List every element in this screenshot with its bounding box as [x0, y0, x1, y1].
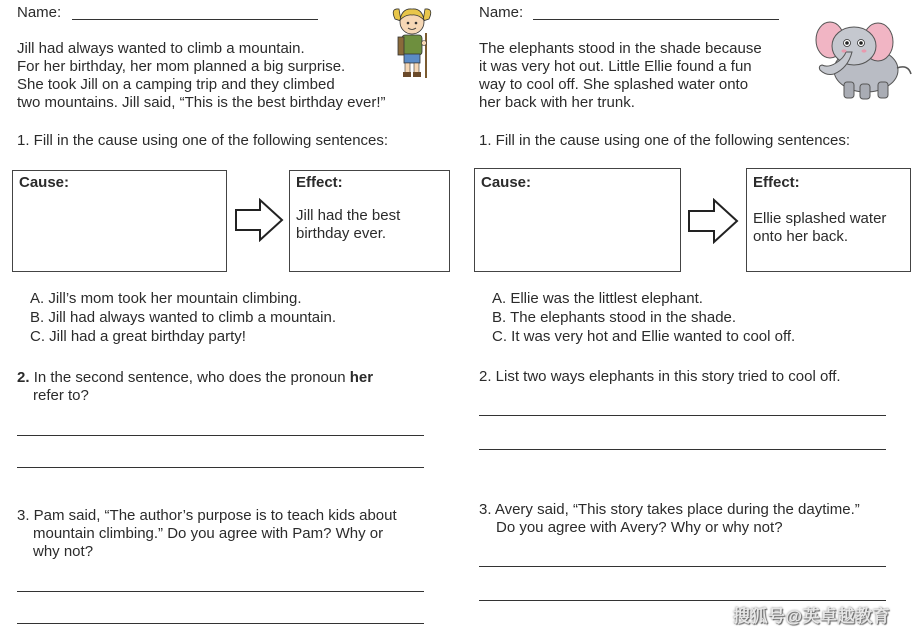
- name-label-left: Name:: [17, 4, 62, 21]
- question-2-right: 2. List two ways elephants in this story tried to cool off.: [479, 368, 841, 385]
- answer-line[interactable]: [17, 591, 424, 592]
- cause-label: Cause:: [19, 174, 70, 191]
- effect-box-right: [746, 168, 911, 272]
- name-line-right[interactable]: [533, 19, 779, 20]
- effect-text-line: Ellie splashed water: [753, 210, 887, 227]
- option-b: B. The elephants stood in the shade.: [492, 309, 737, 326]
- option-a: A. Jill’s mom took her mountain climbing.: [30, 290, 302, 307]
- question-3-line: why not?: [33, 543, 94, 560]
- answer-line[interactable]: [17, 623, 424, 624]
- name-line-left[interactable]: [72, 19, 318, 20]
- passage-line: it was very hot out. Little Ellie found a fun: [479, 58, 752, 75]
- pronoun-her: her: [349, 369, 374, 386]
- effect-text-line: onto her back.: [753, 228, 849, 245]
- passage-line: Jill had always wanted to climb a mountain.: [17, 40, 305, 57]
- answer-line[interactable]: [479, 600, 886, 601]
- answer-line[interactable]: [17, 435, 424, 436]
- effect-box-left: [289, 170, 450, 272]
- question-3-line: mountain climbing.” Do you agree with Pam? Why or: [33, 525, 384, 542]
- answer-line[interactable]: [479, 415, 886, 416]
- option-c: C. It was very hot and Ellie wanted to cool off.: [492, 328, 796, 345]
- answer-line[interactable]: [17, 467, 424, 468]
- question-1-right: 1. Fill in the cause using one of the following sentences:: [479, 132, 851, 149]
- passage-line: For her birthday, her mom planned a big surprise.: [17, 58, 346, 75]
- name-label-right: Name:: [479, 4, 524, 21]
- right-arrow-icon: [234, 198, 284, 242]
- question-2-left: [17, 369, 373, 387]
- options-left: [30, 289, 336, 346]
- question-number: 2.: [17, 369, 30, 386]
- elephant-illustration: [808, 18, 916, 102]
- right-arrow-icon: [687, 198, 739, 244]
- passage-line: way to cool off. She splashed water onto: [479, 76, 749, 93]
- hiker-girl-illustration: [387, 3, 437, 79]
- question-2-text: In the second sentence, who does the pronoun: [33, 369, 350, 386]
- effect-label: Effect:: [753, 174, 800, 191]
- passage-line: her back with her trunk.: [479, 94, 635, 111]
- cause-box-right[interactable]: [474, 168, 681, 272]
- question-3-line: Do you agree with Avery? Why or why not?: [496, 519, 783, 536]
- passage-line: The elephants stood in the shade because: [479, 40, 762, 57]
- passage-line: two mountains. Jill said, “This is the best birthday ever!”: [17, 94, 386, 111]
- question-3-line: 3. Avery said, “This story takes place during the daytime.”: [479, 501, 860, 518]
- option-b: B. Jill had always wanted to climb a mountain.: [30, 309, 336, 326]
- options-right: [492, 289, 795, 346]
- effect-text-line: birthday ever.: [296, 225, 387, 242]
- option-c: C. Jill had a great birthday party!: [30, 328, 246, 345]
- passage-left: [17, 40, 385, 112]
- cause-box-left[interactable]: [12, 170, 227, 272]
- passage-right: [479, 40, 762, 112]
- option-a: A. Ellie was the littlest elephant.: [492, 290, 703, 307]
- effect-label: Effect:: [296, 174, 343, 191]
- answer-line[interactable]: [479, 449, 886, 450]
- question-3-line: 3. Pam said, “The author’s purpose is to teach kids about: [17, 507, 397, 524]
- passage-line: She took Jill on a camping trip and they climbed: [17, 76, 335, 93]
- question-3-left: [17, 507, 397, 561]
- question-1-left: 1. Fill in the cause using one of the following sentences:: [17, 132, 389, 149]
- question-3-right: [479, 501, 860, 537]
- answer-line[interactable]: [479, 566, 886, 567]
- watermark: 搜狐号@英卓越教育: [733, 607, 891, 626]
- cause-label: Cause:: [481, 174, 532, 191]
- effect-text-line: Jill had the best: [296, 207, 401, 224]
- question-2-line2: refer to?: [33, 387, 89, 404]
